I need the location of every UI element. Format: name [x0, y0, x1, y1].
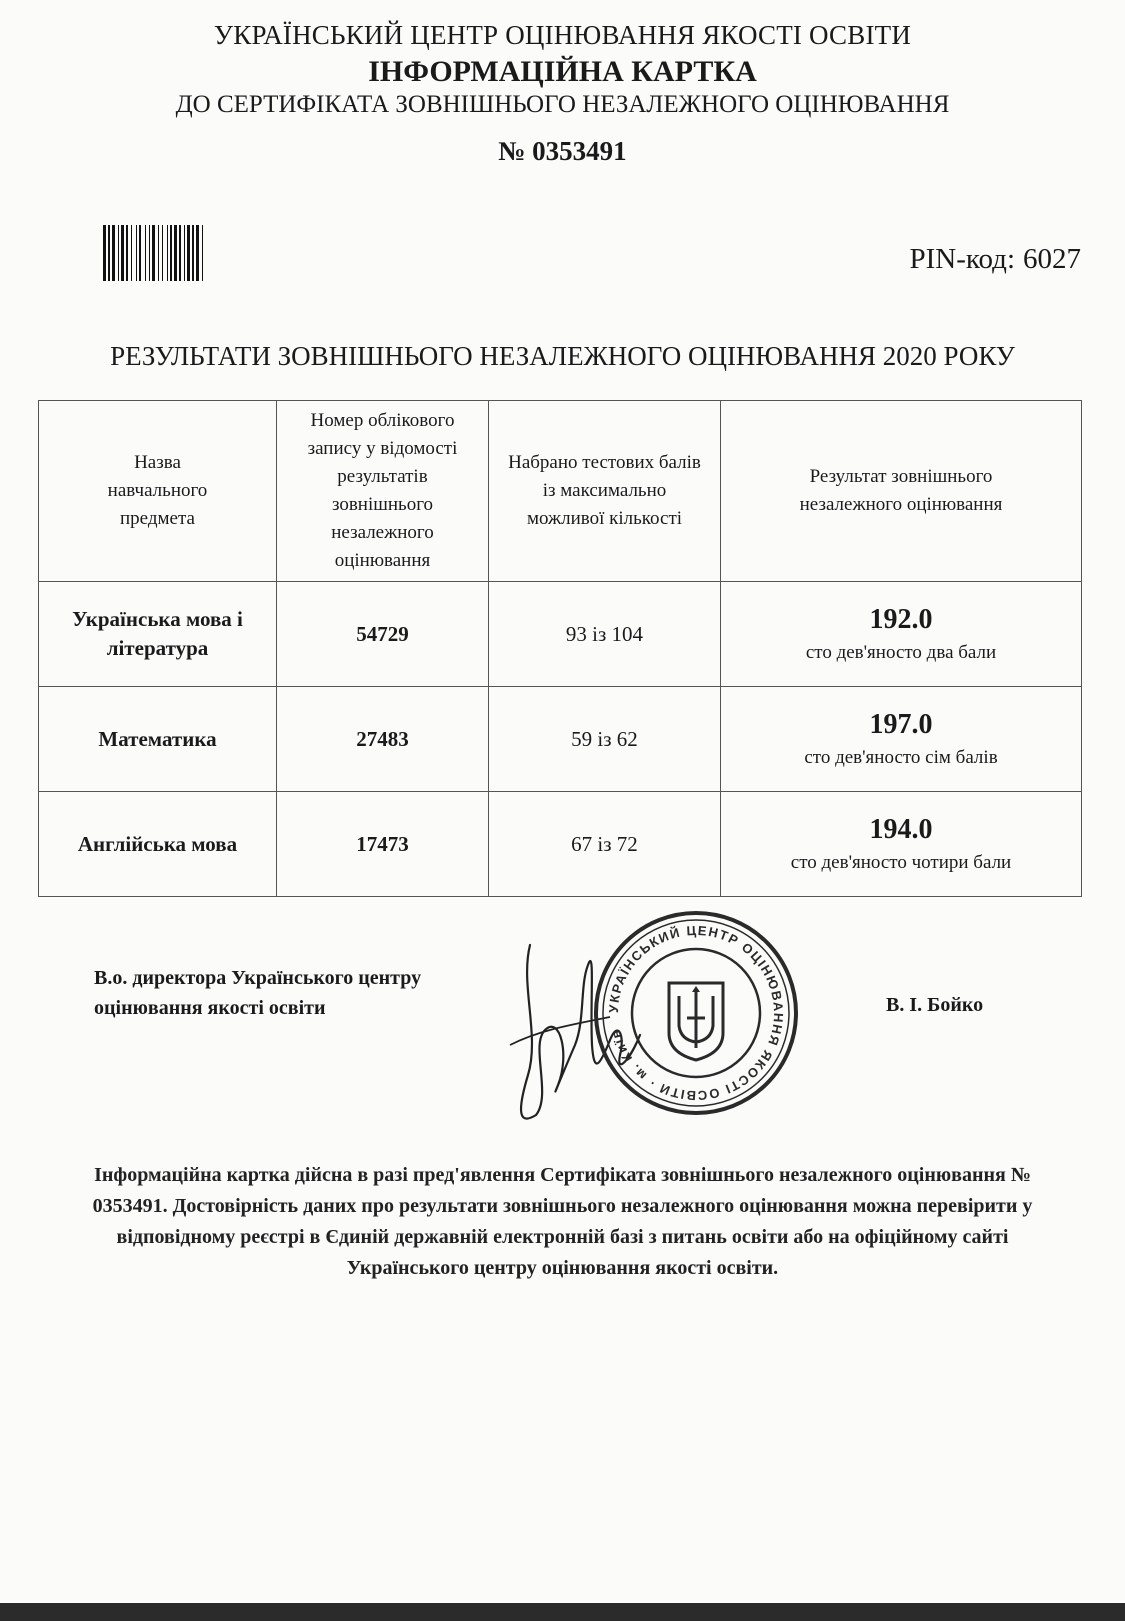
validity-note: Інформаційна картка дійсна в разі пред'явлення Сертифіката зовнішнього незалежного оцінювання № 0353491. Достовірність даних про результати зовнішнього незалежного оцінювання можна перевірити у відповідному реєстрі в Єдиній державній електронній базі з питань освіти або на офіційному сайті Українського центру оцінювання якості освіти.: [92, 1164, 1033, 1279]
table-row: [39, 582, 1082, 687]
document-title: ІНФОРМАЦІЙНА КАРТКА: [368, 55, 757, 88]
record-cell: 54729: [277, 582, 489, 687]
results-title: РЕЗУЛЬТАТИ ЗОВНІШНЬОГО НЕЗАЛЕЖНОГО ОЦІНЮВАННЯ 2020 РОКУ: [110, 341, 1015, 371]
table-header-row: [39, 401, 1082, 582]
result-cell: [721, 582, 1082, 687]
scored-cell: 67 із 72: [489, 792, 721, 897]
certificate-number: № 0353491: [498, 136, 627, 166]
result-cell: [721, 792, 1082, 897]
table-row: [39, 687, 1082, 792]
result-score-words: сто дев'яносто два бали: [805, 642, 997, 663]
result-score: 197.0: [869, 709, 933, 740]
official-stamp: [591, 908, 801, 1118]
subject-cell: Українська мова і література: [39, 582, 277, 687]
barcode-icon: [103, 225, 301, 281]
result-score: 192.0: [869, 604, 933, 635]
stamp-text: УКРАЇНСЬКИЙ ЦЕНТР ОЦІНЮВАННЯ ЯКОСТІ ОСВІТИ · м. Київ: [605, 922, 787, 1104]
header-test-points: Набрано тестових балів із максимально можливої кількості: [489, 401, 721, 582]
record-cell: 27483: [277, 687, 489, 792]
signer-position: В.о. директора Українського центру оцінювання якості освіти: [94, 967, 422, 1019]
trident-icon: [669, 983, 723, 1060]
header-record-number: Номер облікового запису у відомості результатів зовнішнього незалежного оцінювання: [277, 401, 489, 582]
result-cell: [721, 687, 1082, 792]
pin-value: 6027: [1023, 243, 1081, 275]
pin-code: [910, 243, 1081, 276]
result-score-words: сто дев'яносто сім балів: [804, 747, 998, 768]
issuer-heading: УКРАЇНСЬКИЙ ЦЕНТР ОЦІНЮВАННЯ ЯКОСТІ ОСВІТИ: [213, 20, 912, 50]
table-row: [39, 792, 1082, 897]
result-score-words: сто дев'яносто чотири бали: [790, 852, 1012, 873]
subject-cell: Англійська мова: [39, 792, 277, 897]
header-subject: Назва навчального предмета: [39, 401, 277, 582]
subject-cell: Математика: [39, 687, 277, 792]
bottom-bar: [0, 1603, 1125, 1621]
results-table: [38, 400, 1082, 897]
scored-cell: 93 із 104: [489, 582, 721, 687]
result-score: 194.0: [869, 814, 933, 845]
document-subtitle: ДО СЕРТИФІКАТА ЗОВНІШНЬОГО НЕЗАЛЕЖНОГО ОЦІНЮВАННЯ: [175, 91, 950, 118]
pin-label: PIN-код:: [909, 243, 1015, 275]
record-cell: 17473: [277, 792, 489, 897]
signer-name: В. І. Бойко: [886, 994, 984, 1016]
header-result: Результат зовнішнього незалежного оцінювання: [721, 401, 1082, 582]
scored-cell: 59 із 62: [489, 687, 721, 792]
